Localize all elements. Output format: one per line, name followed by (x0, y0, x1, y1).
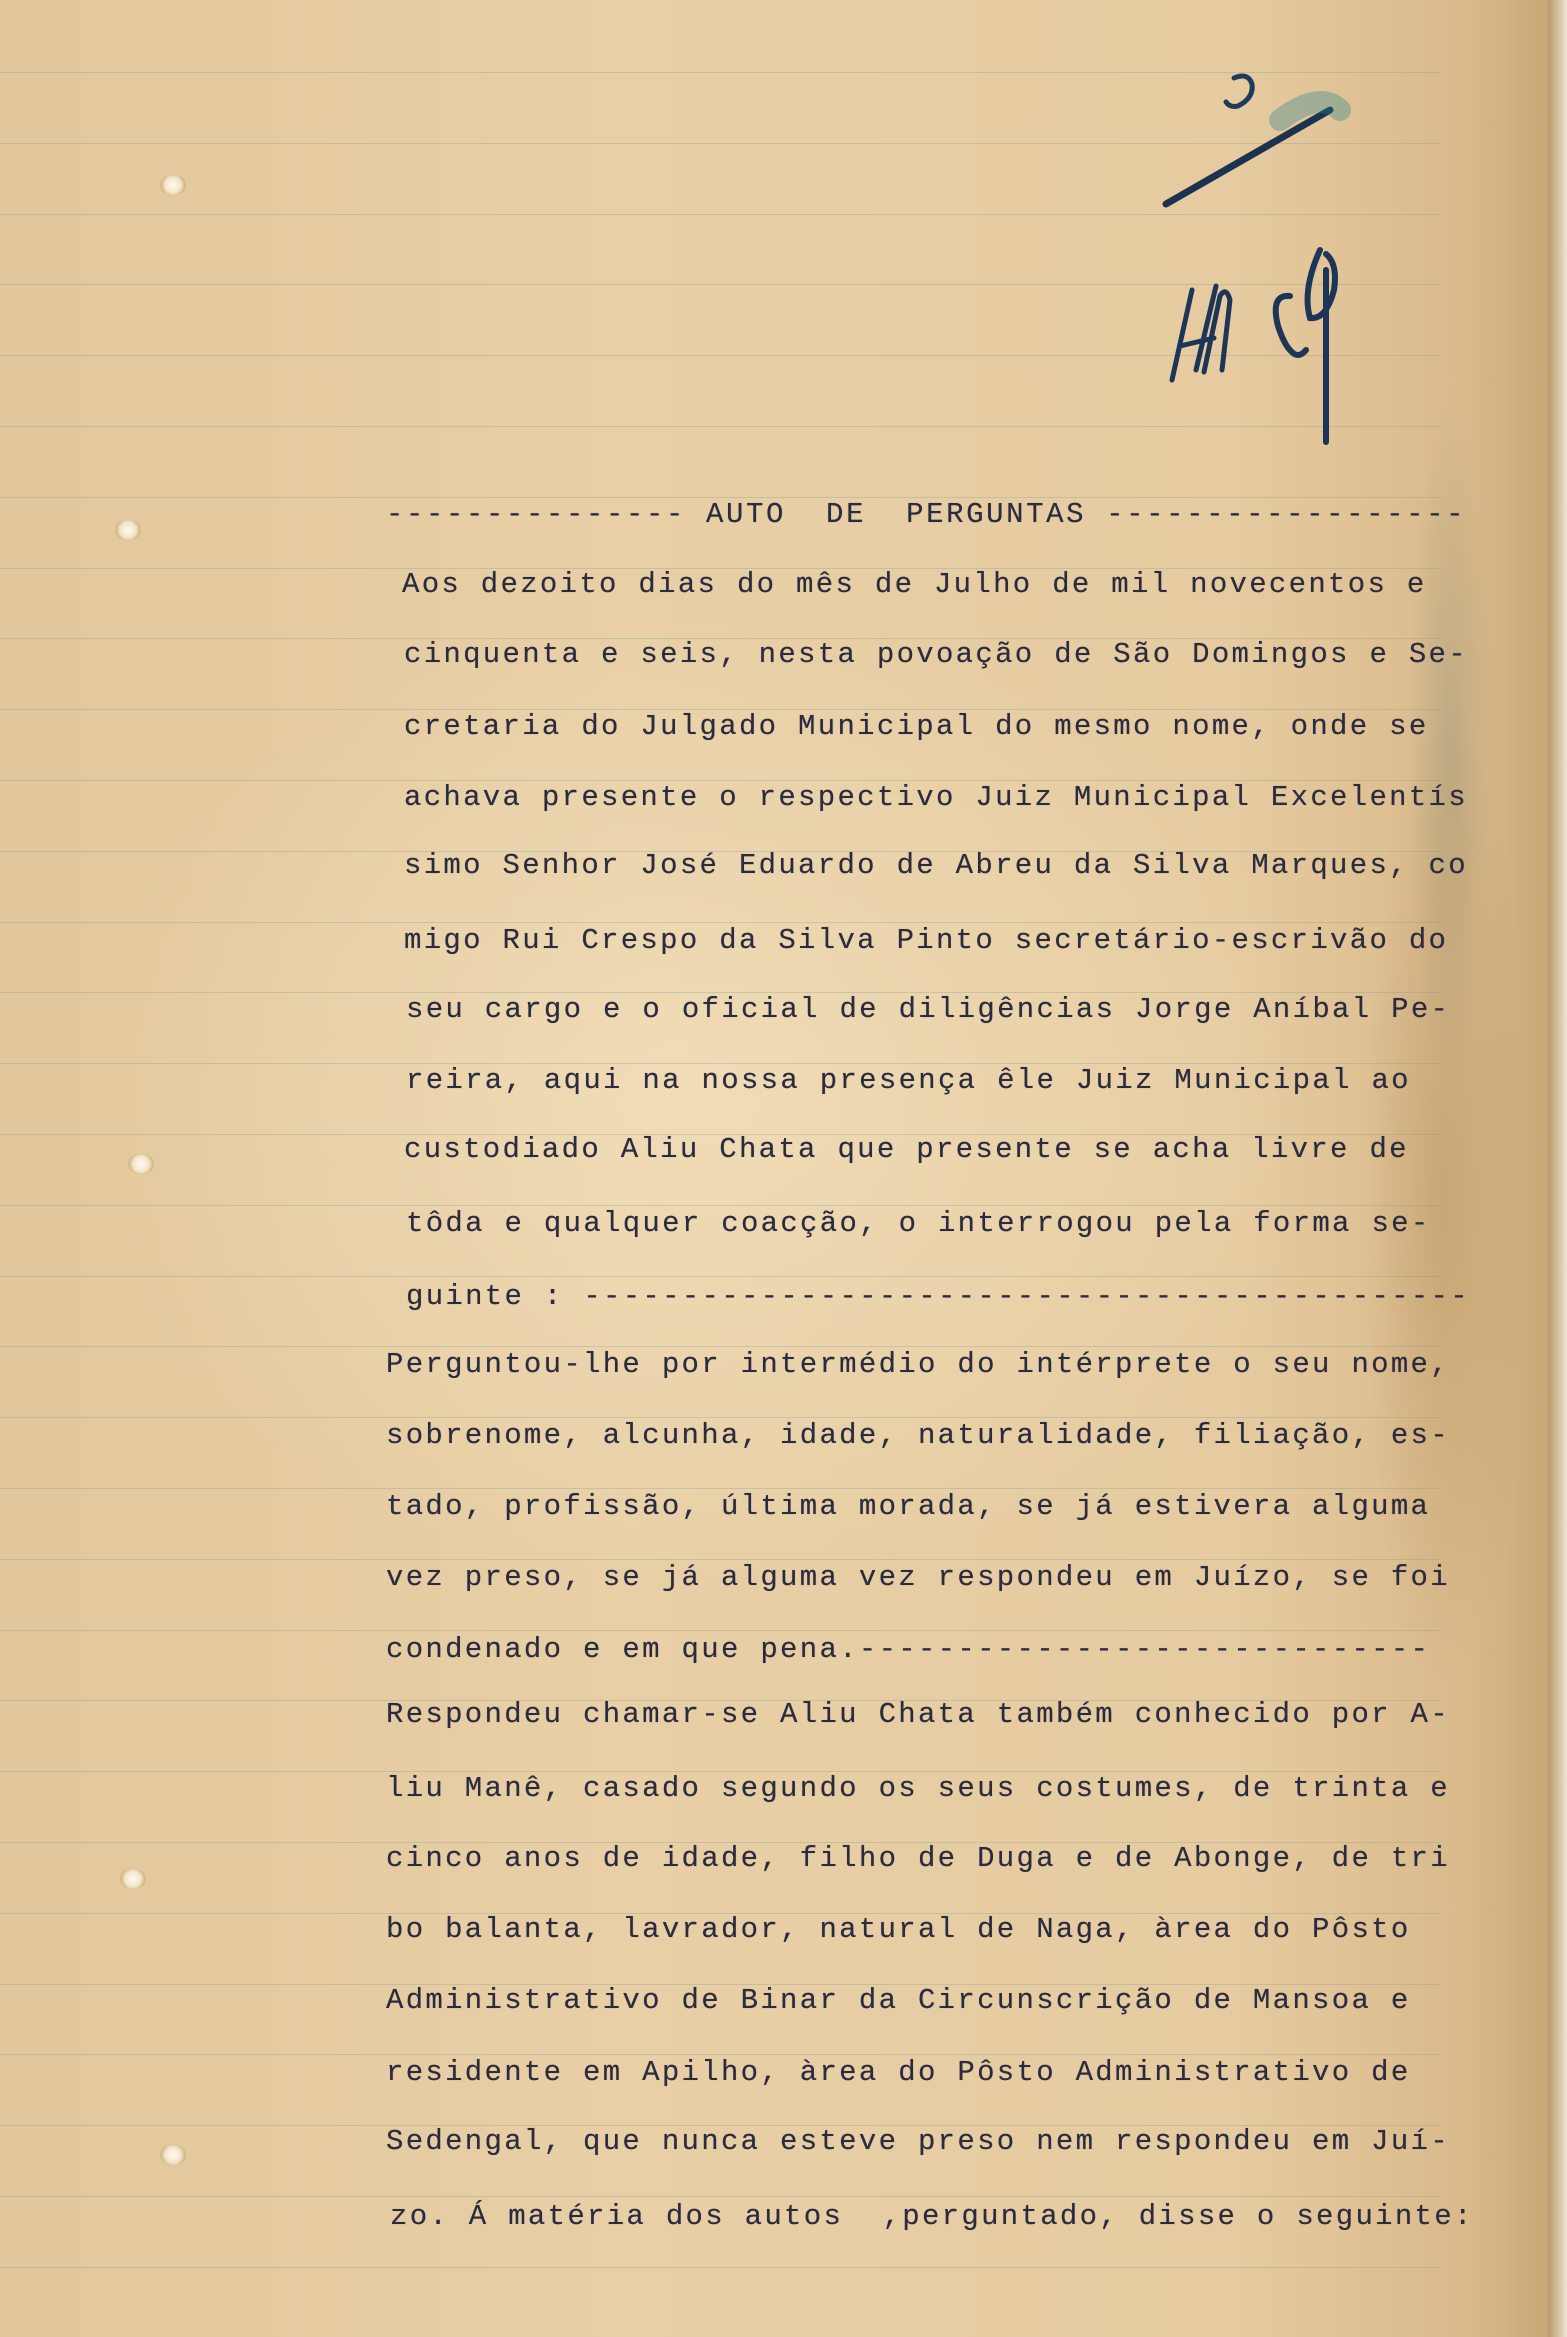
text-line: liu Manê, casado segundo os seus costumes, de trinta e (386, 1772, 1450, 1805)
folio-stamp-annotation (1172, 250, 1335, 442)
text-line: migo Rui Crespo da Silva Pinto secretário-escrivão do (404, 924, 1449, 957)
ruled-line (0, 1276, 1440, 1277)
text-line: reira, aqui na nossa presença êle Juiz Municipal ao (406, 1064, 1411, 1097)
punch-hole (160, 2144, 186, 2166)
ruled-line (0, 1488, 1440, 1489)
text-line: custodiado Aliu Chata que presente se acha livre de (404, 1133, 1409, 1166)
page-number-annotation (1166, 76, 1340, 204)
text-line: Respondeu chamar-se Aliu Chata também conhecido por A- (386, 1698, 1450, 1731)
punch-hole (120, 1868, 146, 1890)
punch-hole (115, 519, 141, 541)
ruled-line (0, 2267, 1440, 2268)
text-line: Perguntou-lhe por intermédio do intérprete o seu nome, (386, 1348, 1450, 1381)
ruled-line (0, 1205, 1440, 1206)
text-line: cinco anos de idade, filho de Duga e de Abonge, de tri (386, 1842, 1450, 1875)
text-line: condenado e em que pena.----------------------------- (386, 1633, 1431, 1666)
page-edge (1548, 0, 1567, 2337)
punch-hole (160, 174, 186, 196)
text-line: zo. Á matéria dos autos ,perguntado, disse o seguinte: (390, 2200, 1474, 2233)
text-line: Administrativo de Binar da Circunscrição de Mansoa e (386, 1984, 1411, 2017)
text-line: cretaria do Julgado Municipal do mesmo nome, onde se (404, 710, 1429, 743)
text-line: Aos dezoito dias do mês de Julho de mil novecentos e (402, 568, 1427, 601)
ruled-line (0, 1630, 1440, 1631)
text-line: bo balanta, lavrador, natural de Naga, àrea do Pôsto (386, 1913, 1411, 1946)
text-line: guinte : --------------------------------------------- (406, 1280, 1470, 1313)
ruled-line (0, 1559, 1440, 1560)
text-line: tôda e qualquer coacção, o interrogou pela forma se- (406, 1207, 1431, 1240)
ruled-line (0, 2196, 1440, 2197)
handwritten-folio-marks (1130, 50, 1380, 450)
text-line: tado, profissão, última morada, se já estivera alguma (386, 1490, 1431, 1523)
document-title: --------------- AUTO DE PERGUNTAS ------------------ (386, 498, 1467, 531)
text-line: vez preso, se já alguma vez respondeu em Juízo, se foi (386, 1561, 1450, 1594)
punch-hole (128, 1153, 154, 1175)
text-line: simo Senhor José Eduardo de Abreu da Silva Marques, co (404, 849, 1468, 882)
text-line: achava presente o respectivo Juiz Municipal Excelentís (404, 781, 1468, 814)
text-line: cinquenta e seis, nesta povoação de São Domingos e Se- (404, 638, 1468, 671)
ruled-line (0, 922, 1440, 923)
text-line: sobrenome, alcunha, idade, naturalidade, filiação, es- (386, 1419, 1450, 1452)
text-line: seu cargo e o oficial de diligências Jorge Aníbal Pe- (406, 993, 1451, 1026)
text-line: residente em Apilho, àrea do Pôsto Administrativo de (386, 2056, 1411, 2089)
text-line: Sedengal, que nunca esteve preso nem respondeu em Juí- (386, 2125, 1450, 2158)
